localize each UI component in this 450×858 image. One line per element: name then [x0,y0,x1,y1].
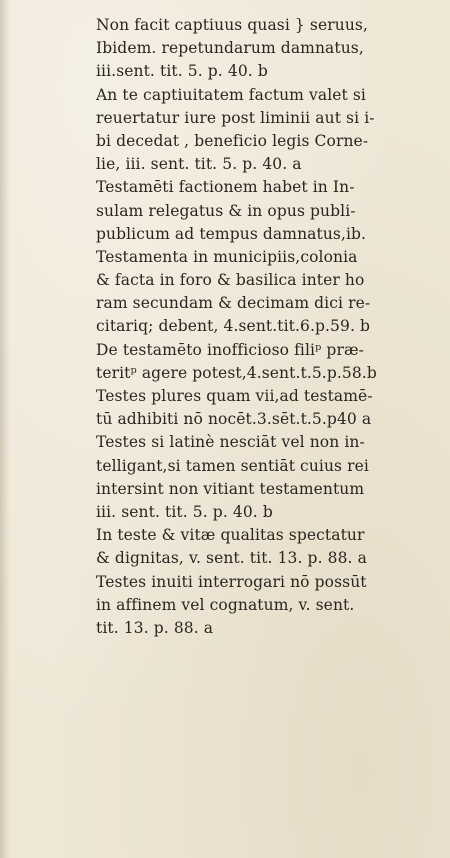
index-text-block [96,14,436,640]
text-line: iii.sent. tit. 5. p. 40. b [96,62,268,81]
text-line: tit. 13. p. 88. a [96,618,214,637]
text-line: Testes inuiti interrogari nō possūt [96,572,367,591]
text-line: sulam relegatus & in opus publi- [96,201,356,220]
text-line: Testes plures quam vii,ad testamē- [96,387,373,405]
page-gutter-shadow [0,0,10,858]
text-line: citariq; debent, 4.sent.tit.6.p.59. b [96,317,371,336]
text-line: ram secundam & decimam dici re- [96,294,371,313]
text-line: Testamēti factionem habet in In- [96,178,355,197]
text-line: In teste & vitæ qualitas spectatur [96,526,365,545]
text-line: lie, iii. sent. tit. 5. p. 40. a [96,155,302,174]
text-line: An te captiuitatem factum valet si [96,85,366,104]
text-line: iii. sent. tit. 5. p. 40. b [96,502,273,521]
text-line: & dignitas, v. sent. tit. 13. p. 88. a [96,549,367,568]
text-line: Non facit captiuus quasi } seruus, [96,16,369,34]
text-line: De testamēto inofficioso filiᵖ præ- [96,340,364,359]
text-line: Ibidem. repetundarum damnatus, [96,39,364,58]
text-line: intersint non vitiant testamentum [96,479,365,498]
text-line: telligant,si tamen sentiāt cuius rei [96,456,369,475]
text-line: tū adhibiti nō nocēt.3.sēt.t.5.p40 a [96,410,372,429]
text-line: bi decedat , beneficio legis Corne- [96,131,369,150]
text-line: & facta in foro & basilica inter ho [96,271,365,290]
text-line: in affinem vel cognatum, v. sent. [96,595,355,614]
text-line: Testamenta in municipiis,colonia [96,247,358,266]
text-line: publicum ad tempus damnatus,ib. [96,224,367,243]
text-line: reuertatur iure post liminii aut si i- [96,108,375,127]
text-line: teritᵖ agere potest,4.sent.t.5.p.58.b [96,363,377,382]
text-line: Testes si latinè nesciāt vel non in- [96,433,365,452]
